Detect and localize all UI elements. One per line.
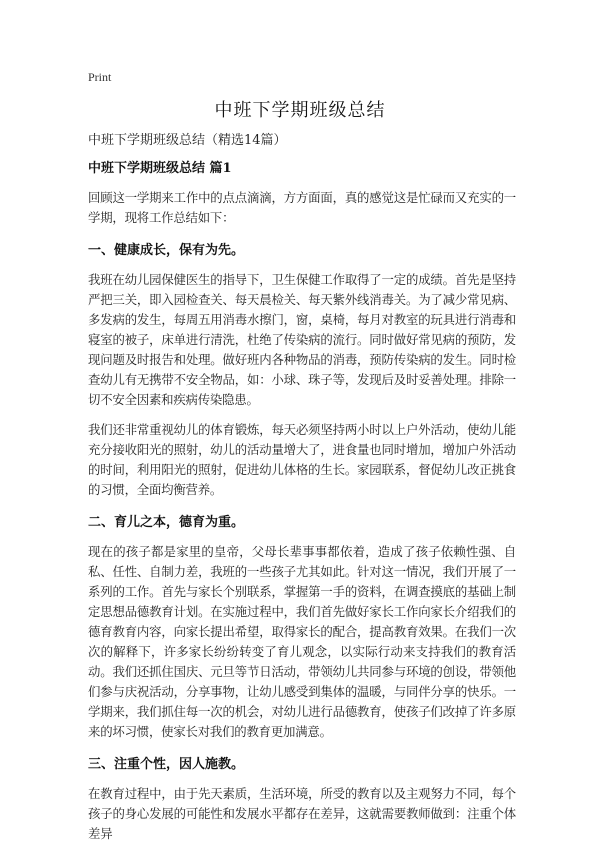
paragraph: 我们还非常重视幼儿的体育锻炼，每天必须坚持两小时以上户外活动，使幼儿能充分接收阳光的照射，幼儿的活动量增大了，进食量也同时增加，增加户外活动的时间，利用阳光的照射，促进幼儿体格的生长。家园联系，督促幼儿改正挑食的习惯，全面均衡营养。 [88,422,516,497]
article-heading: 中班下学期班级总结 篇1 [88,161,232,176]
section-heading-health: 一、健康成长，保有为先。 [88,243,245,258]
article-subtitle: 中班下学期班级总结（精选14篇） [88,133,287,148]
section-heading-moral: 二、育儿之本，德育为重。 [88,515,245,530]
page-title: 中班下学期班级总结 [214,100,386,121]
paragraph: 我班在幼儿园保健医生的指导下，卫生保健工作取得了一定的成绩。首先是坚持严把三关，即入园检查关、每天晨检关、每天紫外线消毒关。为了减少常见病、多发病的发生，每周五用消毒水擦门，窗，桌椅，每月对教室的玩具进行消毒和寝室的被子，床单进行清洗，杜绝了传染病的流行。同时做好常见病的预防，发现问题及时报告和处理。做好班内各种物品的消毒，预防传染病的发生。同时检查幼儿有无携带不安全物品，如：小球、珠子等，发现后及时妥善处理。排除一切不安全因素和疾病传染隐患。 [88,272,516,407]
section-heading-individual: 三、注重个性，因人施教。 [88,757,245,772]
paragraph: 在教育过程中，由于先天素质，生活环境，所受的教育以及主观努力不同，每个孩子的身心发展的可能性和发展水平都存在差异，这就需要教师做到：注重个体差异 [88,786,516,841]
article-body [88,132,516,854]
intro-paragraph: 回顾这一学期来工作中的点点滴滴，方方面面，真的感觉这是忙碌而又充实的一学期，现将工作总结如下： [88,190,516,225]
print-link[interactable]: Print [88,70,112,84]
paragraph: 现在的孩子都是家里的皇帝，父母长辈事事都依着，造成了孩子依赖性强、自私、任性、自制力差，我班的一些孩子尤其如此。针对这一情况，我们开展了一系列的工作。首先与家长个别联系，掌握第一手的资料，在调查摸底的基础上制定思想品德教育计划。在实施过程中，我们首先做好家长工作向家长介绍我们的德育教育内容，向家长提出希望，取得家长的配合，提高教育效果。在我们一次次的解释下，许多家长纷纷转变了育儿观念，以实际行动来支持我们的教育活动。我们还抓住国庆、元旦等节日活动，带领幼儿共同参与环境的创设，带领他们参与庆祝活动，分享事物，让幼儿感受到集体的温暖，与同伴分享的快乐。一学期来，我们抓住每一次的机会，对幼儿进行品德教育，使孩子们改掉了许多原来的坏习惯，使家长对我们的教育更加满意。 [88,544,516,739]
